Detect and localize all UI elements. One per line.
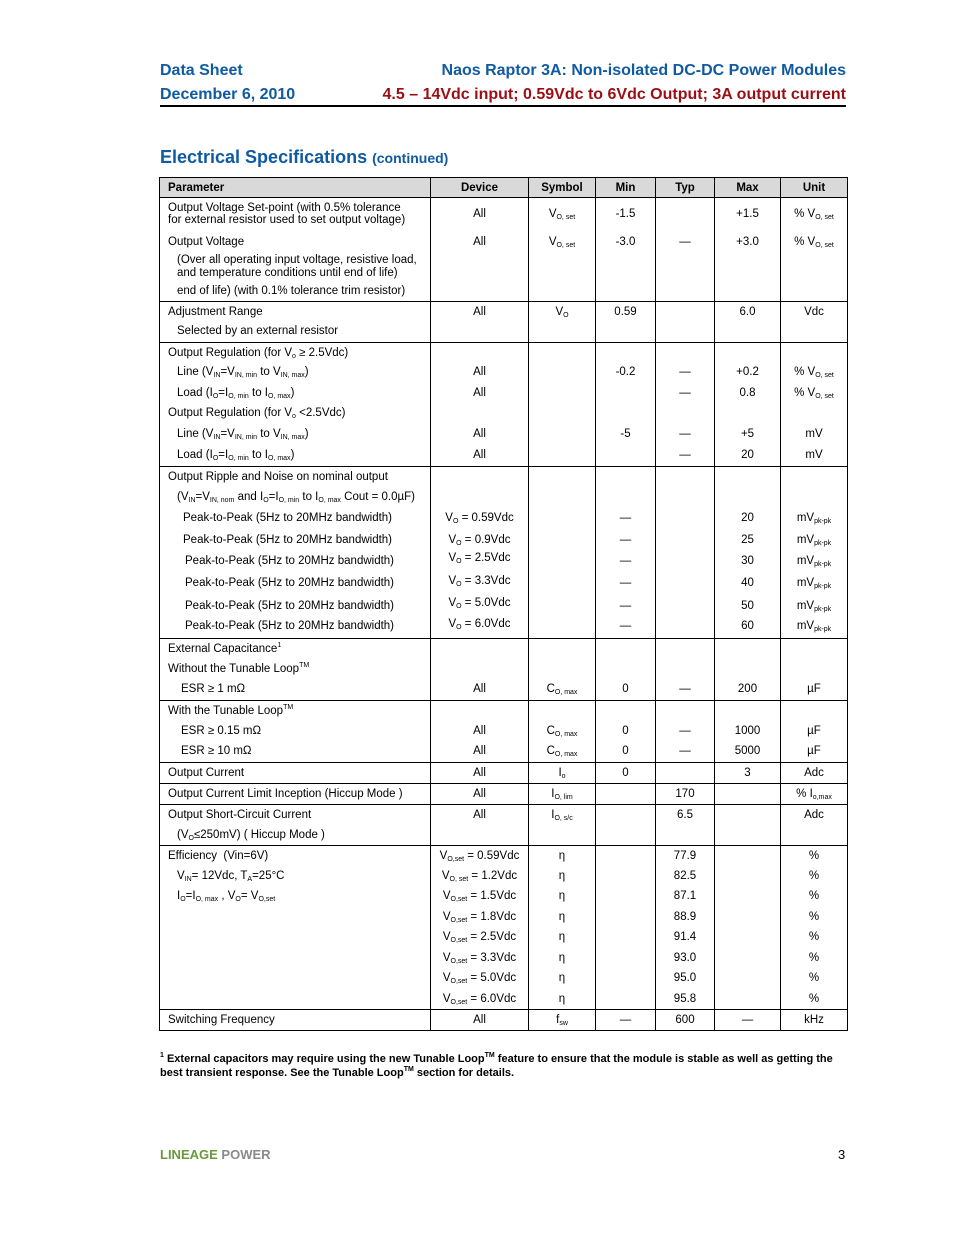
value-cell: $C_{O, max}$ bbox=[529, 639, 596, 701]
param-cell: Output Voltage Set-point (with 0.5% tolerance for external resistor used to set output voltage) Output Voltage (Over all operating input voltage, resistive load, and temperature conditions until end of life) end of life) (with 0.1% tolerance trim resistor) bbox=[160, 198, 431, 302]
value-cell: All bbox=[431, 302, 529, 343]
param-cell: Efficiency (Vin=6V) $V_{IN}= 12Vdc$, $T_A=25^\circ C$ $I_O=I_{O, max}$ , $V_O= V_{O,set}$ bbox=[160, 846, 431, 1010]
value-cell: — bbox=[596, 1010, 656, 1031]
value-cell: % % % % % % % % bbox=[781, 846, 848, 1010]
value-cell: Adc bbox=[781, 805, 848, 846]
param-cell: Output Regulation (for $V_o \ge 2.5Vdc$) Line ($V_{IN}=V_{IN, min}$ to $V_{IN, max}$) Load ($I_O=I_{O, min}$ to $I_{O, max}$) Output Regulation (for $V_o <2.5Vdc$) Line ($V_{IN}=V_{IN, min}$ to $V_{IN, max}$) Load ($I_O=I_{O, min}$ to $I_{O, max}$) bbox=[160, 343, 431, 467]
value-cell: — bbox=[656, 639, 715, 701]
value-cell: Adc bbox=[781, 763, 848, 784]
value-cell: 77.9 82.5 87.1 88.9 91.4 93.0 95.0 95.8 bbox=[656, 846, 715, 1010]
table-row bbox=[160, 763, 848, 784]
value-cell bbox=[596, 846, 656, 1010]
value-cell: 1000 5000 bbox=[715, 701, 781, 763]
value-cell bbox=[656, 763, 715, 784]
param-cell: Switching Frequency bbox=[160, 1010, 431, 1031]
value-cell: — bbox=[715, 1010, 781, 1031]
value-cell: $V_{O,set} = 0.59Vdc$ $V_{O, set} = 1.2Vdc$ $V_{O,set} = 1.5Vdc$ $V_{O,set} = 1.8Vdc$ $V_{O,set} = 2.5Vdc$ $V_{O,set} = 3.3Vdc$ $V_{O,set} = 5.0Vdc$ $V_{O,set} = 6.0Vdc$ bbox=[431, 846, 529, 1010]
param-cell: External Capacitance$^1$ Without the Tunable Loop™ ESR ≥ 1 mΩ bbox=[160, 639, 431, 701]
value-cell bbox=[715, 784, 781, 805]
table-row bbox=[160, 846, 848, 1010]
value-cell bbox=[715, 805, 781, 846]
product-subtitle: 4.5 – 14Vdc input; 0.59Vdc to 6Vdc Output; 3A output current bbox=[382, 86, 846, 103]
value-cell: µF µF bbox=[781, 701, 848, 763]
value-cell: $V_O = 0.59Vdc$ $V_O = 0.9Vdc$ $V_O = 2.5Vdc$ $V_O = 3.3Vdc$ $V_O = 5.0Vdc$ $V_O = 6.0Vdc$ bbox=[431, 467, 529, 639]
value-cell: Vdc bbox=[781, 302, 848, 343]
value-cell bbox=[656, 467, 715, 639]
col-header: Min bbox=[596, 178, 656, 198]
footnote: $^1$ External capacitors may require using the new Tunable Loop™ feature to ensure that the module is stable as well as getting the best transient response. See the Tunable Loop™ section for details. bbox=[160, 1052, 833, 1079]
value-cell: +0.2 0.8 +5 20 bbox=[715, 343, 781, 467]
value-cell bbox=[715, 846, 781, 1010]
table-row bbox=[160, 302, 848, 343]
value-cell: 170 bbox=[656, 784, 715, 805]
param-cell: Output Current Limit Inception (Hiccup Mode ) bbox=[160, 784, 431, 805]
value-cell: 0.59 bbox=[596, 302, 656, 343]
value-cell: 600 bbox=[656, 1010, 715, 1031]
value-cell: 200 bbox=[715, 639, 781, 701]
value-cell: $mV_{pk-pk}$ $mV_{pk-pk}$ $mV_{pk-pk}$ $mV_{pk-pk}$ $mV_{pk-pk}$ $mV_{pk-pk}$ bbox=[781, 467, 848, 639]
param-cell: Adjustment Range Selected by an external resistor bbox=[160, 302, 431, 343]
value-cell: % $I_{o,max}$ bbox=[781, 784, 848, 805]
table-row bbox=[160, 805, 848, 846]
value-cell: All bbox=[431, 805, 529, 846]
value-cell bbox=[656, 302, 715, 343]
value-cell: +1.5 +3.0 bbox=[715, 198, 781, 302]
value-cell bbox=[596, 805, 656, 846]
value-cell: $C_{O, max}$ $C_{O, max}$ bbox=[529, 701, 596, 763]
page-number: 3 bbox=[838, 1147, 846, 1162]
param-cell: Output Current bbox=[160, 763, 431, 784]
value-cell: kHz bbox=[781, 1010, 848, 1031]
col-header: Symbol bbox=[529, 178, 596, 198]
value-cell: 6.5 bbox=[656, 805, 715, 846]
value-cell: µF bbox=[781, 639, 848, 701]
header-rule bbox=[160, 105, 846, 107]
value-cell: All All All All bbox=[431, 343, 529, 467]
value-cell: All bbox=[431, 1010, 529, 1031]
col-header: Unit bbox=[781, 178, 848, 198]
param-cell: Output Ripple and Noise on nominal output ($V_{IN}=V_{IN, nom}$ and $I_O=I_{O, min}$ to $I_{O, max}$ Cout = 0.0µF) Peak-to-Peak (5Hz to 20MHz bandwidth) Peak-to-Peak (5Hz to 20MHz bandwidth) Peak-to-Peak (5Hz to 20MHz bandwidth) Peak-to-Peak (5Hz to 20MHz bandwidth) Peak-to-Peak (5Hz to 20MHz bandwidth) Peak-to-Peak (5Hz to 20MHz bandwidth) bbox=[160, 467, 431, 639]
value-cell: % $V_{O, set}$ % $V_{O, set}$ mV mV bbox=[781, 343, 848, 467]
table-row bbox=[160, 198, 848, 302]
value-cell bbox=[529, 467, 596, 639]
doc-type: Data Sheet bbox=[160, 62, 243, 79]
value-cell: 0 bbox=[596, 763, 656, 784]
doc-date: December 6, 2010 bbox=[160, 86, 296, 103]
value-cell: -1.5 -3.0 bbox=[596, 198, 656, 302]
value-cell: All All bbox=[431, 701, 529, 763]
value-cell: All All bbox=[431, 198, 529, 302]
value-cell: 3 bbox=[715, 763, 781, 784]
param-cell: Output Short-Circuit Current $(V_O\le 250mV)$ ( Hiccup Mode ) bbox=[160, 805, 431, 846]
spec-table bbox=[159, 177, 848, 1031]
value-cell: $I_{O, s/c}$ bbox=[529, 805, 596, 846]
table-row bbox=[160, 784, 848, 805]
col-header: Typ bbox=[656, 178, 715, 198]
value-cell: $V_{O, set}$ $V_{O, set}$ bbox=[529, 198, 596, 302]
value-cell: 20 25 30 40 50 60 bbox=[715, 467, 781, 639]
col-header: Device bbox=[431, 178, 529, 198]
value-cell: 0 0 bbox=[596, 701, 656, 763]
col-header: Max bbox=[715, 178, 781, 198]
footer-brand: LINEAGE POWER bbox=[160, 1147, 271, 1162]
value-cell: η η η η η η η η bbox=[529, 846, 596, 1010]
table-row bbox=[160, 701, 848, 763]
table-row bbox=[160, 467, 848, 639]
value-cell: All bbox=[431, 639, 529, 701]
value-cell bbox=[596, 784, 656, 805]
value-cell: 6.0 bbox=[715, 302, 781, 343]
value-cell: $I_o$ bbox=[529, 763, 596, 784]
section-title: Electrical Specifications (continued) bbox=[160, 147, 449, 167]
value-cell: — — bbox=[656, 701, 715, 763]
value-cell: — — — — bbox=[656, 343, 715, 467]
value-cell: $V_O$ bbox=[529, 302, 596, 343]
value-cell: All bbox=[431, 763, 529, 784]
product-title: Naos Raptor 3A: Non-isolated DC-DC Power Modules bbox=[441, 62, 846, 79]
value-cell: — — — — — — bbox=[596, 467, 656, 639]
col-header: Parameter bbox=[160, 178, 431, 198]
value-cell: -0.2 -5 bbox=[596, 343, 656, 467]
value-cell: $f_{sw}$ bbox=[529, 1010, 596, 1031]
table-row bbox=[160, 639, 848, 701]
value-cell: — bbox=[656, 198, 715, 302]
table-row bbox=[160, 1010, 848, 1031]
value-cell bbox=[529, 343, 596, 467]
value-cell: 0 bbox=[596, 639, 656, 701]
param-cell: With the Tunable Loop™ ESR ≥ 0.15 mΩ ESR ≥ 10 mΩ bbox=[160, 701, 431, 763]
value-cell: % $V_{O, set}$ % $V_{O, set}$ bbox=[781, 198, 848, 302]
value-cell: $I_{O, lim}$ bbox=[529, 784, 596, 805]
table-header-row bbox=[160, 178, 848, 198]
value-cell: All bbox=[431, 784, 529, 805]
table-row bbox=[160, 343, 848, 467]
